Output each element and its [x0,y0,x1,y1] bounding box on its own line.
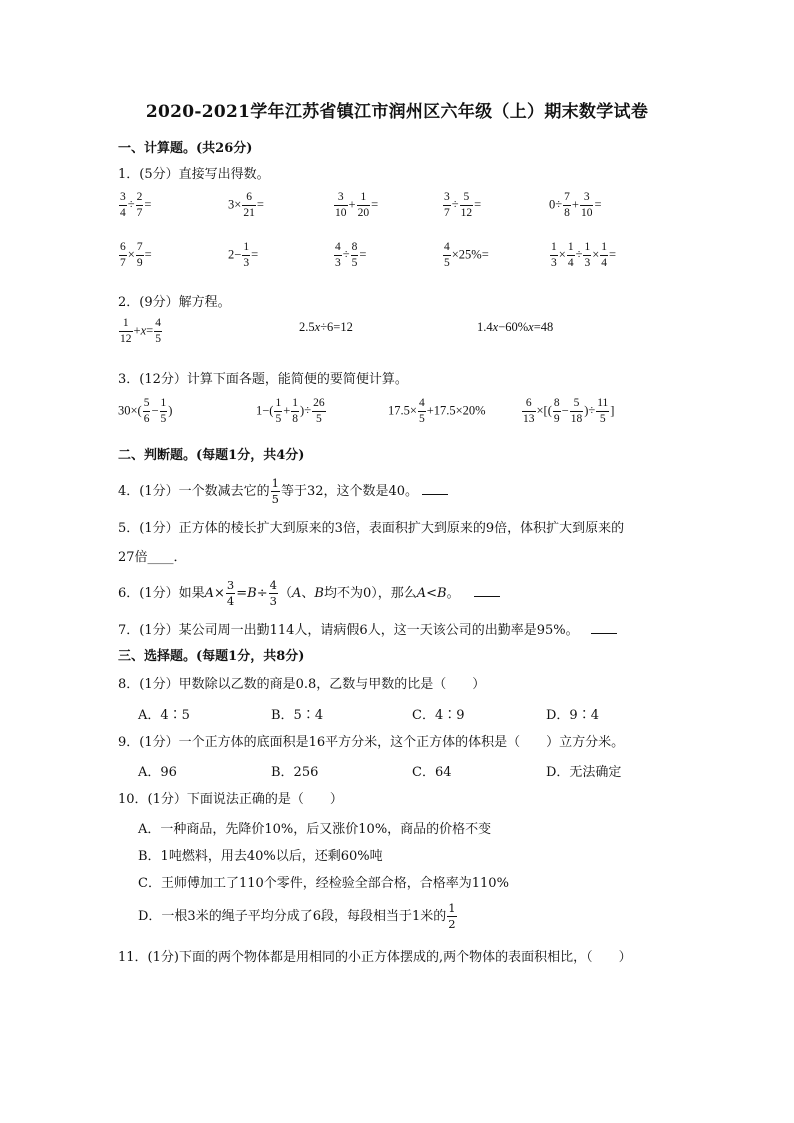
q1-expr-2: 3× $\frac{6}{21}$ = [228,191,264,219]
question-5-line-1: 5．(1分）正方体的棱长扩大到原来的3倍，表面积扩大到原来的9倍，体积扩大到原来的 [118,521,625,536]
q9-option-d[interactable]: D．无法确定 [546,765,622,780]
question-9: 9．(1分）一个正方体的底面积是16平方分米，这个正方体的体积是（ ）立方分米。 [118,735,625,750]
q1-expr-9: $\frac{4}{5}$ ×25%= [444,241,489,269]
q3-expr-3: 17.5× $\frac{4}{5}$ +17.5×20% [388,397,486,425]
q10-option-a[interactable]: A．一种商品，先降价10%，后又涨价10%，商品的价格不变 [138,822,492,837]
question-3: 3．(12分）计算下面各题，能简便的要简便计算。 [118,372,408,387]
q1-expr-8: $\frac{4}{3}$ ÷ $\frac{8}{5}$ = [335,241,367,269]
q9-option-b[interactable]: B．256 [271,765,319,780]
question-8: 8．(1分）甲数除以乙数的商是0.8，乙数与甲数的比是（ ） [118,677,486,692]
q1-expr-3: $\frac{3}{10}$ + $\frac{1}{20}$ = [335,191,379,219]
q8-option-d[interactable]: D．9∶4 [546,708,599,723]
question-1: 1．(5分）直接写出得数。 [118,167,270,182]
question-5-line-2: 27倍____． [118,550,187,565]
answer-blank[interactable] [474,586,500,597]
section-choice: 三、选择题。(每题1分，共8分) [118,649,305,664]
q8-option-b[interactable]: B．5∶4 [271,708,324,723]
q8-option-c[interactable]: C．4∶9 [412,708,465,723]
q1-expr-1: $\frac{3}{4}$ ÷ $\frac{2}{7}$ = [120,191,152,219]
q9-option-c[interactable]: C．64 [412,765,452,780]
question-6: 6．(1分）如果A× $\frac{3}{4}$ =B÷ $\frac{4}{3}$ （A、B均不为0），那么A<B。 [118,580,500,607]
q3-expr-2: 1−( $\frac{1}{5}$ + $\frac{1}{8}$ )÷ $\frac{26}{5}$ [256,397,325,425]
q1-expr-6: $\frac{6}{7}$ × $\frac{7}{9}$ = [120,241,152,269]
q2-equation-3: 1.4x−60%x=48 [477,320,554,334]
q10-option-d[interactable]: D．一根3米的绳子平均分成了6段，每段相当于1米的 $\frac{1}{2}$ [138,901,456,931]
q3-expr-1: 30×( $\frac{5}{6}$ − $\frac{1}{5}$ ) [118,397,173,425]
question-2: 2．(9分）解方程。 [118,295,231,310]
q1-expr-7: 2− $\frac{1}{3}$ = [228,241,259,269]
section-calculation: 一、计算题。(共26分) [118,141,253,156]
q9-option-a[interactable]: A．96 [138,765,177,780]
question-11: 11．(1分)下面的两个物体都是用相同的小正方体摆成的,两个物体的表面积相比，（ ） [118,950,632,965]
page-title: 2020-2021学年江苏省镇江市润州区六年级（上）期末数学试卷 [145,102,649,122]
q3-expr-4: $\frac{6}{13}$ ×[( $\frac{8}{9}$ − $\frac{5}{18}$ )÷ $\frac{11}{5}$ ] [523,397,615,425]
q1-expr-5: 0÷ $\frac{7}{8}$ + $\frac{3}{10}$ = [549,191,602,219]
q2-equation-2: 2.5x÷6=12 [299,320,353,334]
question-4: 4．(1分）一个数减去它的 $\frac{1}{5}$ 等于32，这个数是40。 [118,478,448,505]
q10-option-c[interactable]: C．王师傅加工了110个零件，经检验全部合格，合格率为110% [138,876,509,891]
q1-expr-10: $\frac{1}{3}$ × $\frac{1}{4}$ ÷ $\frac{1}{3}$ × $\frac{1}{4}$ = [551,241,617,269]
answer-blank[interactable] [591,623,617,634]
q2-equation-1: $\frac{1}{12}$ +x= $\frac{4}{5}$ [120,317,161,345]
answer-blank[interactable] [422,484,448,495]
q8-option-a[interactable]: A．4∶5 [138,708,190,723]
q1-expr-4: $\frac{3}{7}$ ÷ $\frac{5}{12}$ = [444,191,482,219]
section-judgment: 二、判断题。(每题1分，共4分) [118,448,305,463]
question-10: 10．(1分）下面说法正确的是（ ） [118,792,343,807]
q10-option-b[interactable]: B．1吨燃料，用去40%以后，还剩60%吨 [138,849,383,864]
question-7: 7．(1分）某公司周一出勤114人，请病假6人，这一天该公司的出勤率是95%。 [118,619,617,638]
